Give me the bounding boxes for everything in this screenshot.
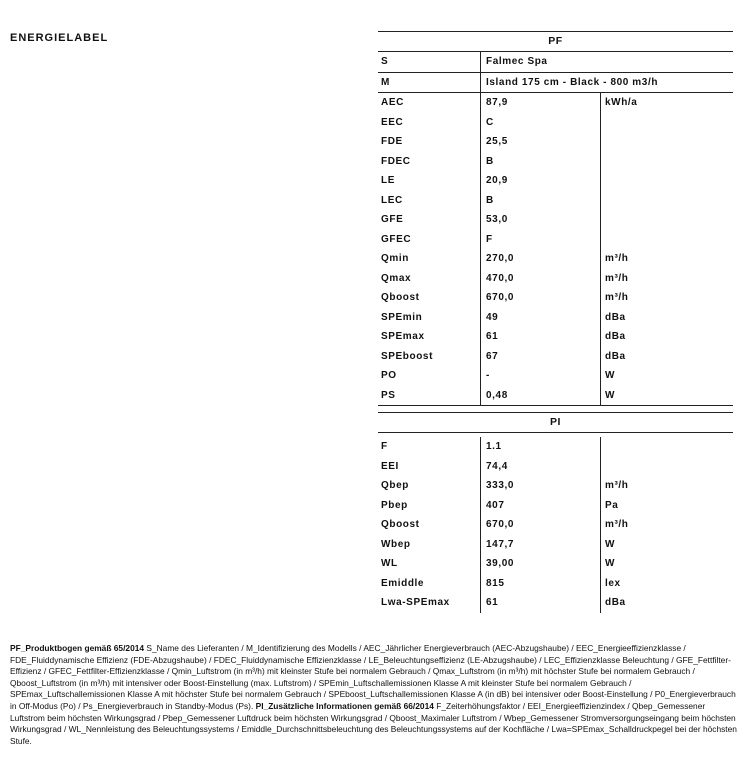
row-key: SPEmax: [381, 331, 425, 343]
row-key: Qboost: [381, 519, 420, 531]
row-unit: [600, 210, 733, 230]
row-value: B: [480, 152, 600, 172]
row-unit: lex: [600, 574, 733, 594]
row-value: 25,5: [480, 132, 600, 152]
row-unit: dBa: [600, 308, 733, 328]
row-value: 470,0: [480, 269, 600, 289]
table-row: [378, 496, 733, 516]
model-row: [378, 73, 733, 94]
table-row: [378, 574, 733, 594]
row-value: 147,7: [480, 535, 600, 555]
row-unit: [600, 152, 733, 172]
row-value: Island 175 cm - Black - 800 m3/h: [480, 73, 733, 93]
row-key: Qbep: [381, 480, 409, 492]
row-key: Lwa-SPEmax: [381, 597, 450, 609]
row-key: EEI: [381, 460, 399, 472]
row-unit: m³/h: [600, 269, 733, 289]
row-key: S: [381, 56, 389, 68]
row-key: Emiddle: [381, 577, 425, 589]
row-value: 670,0: [480, 288, 600, 308]
row-value: B: [480, 191, 600, 211]
page-title: ENERGIELABEL: [10, 32, 109, 44]
table-row: [378, 191, 733, 211]
table-row: [378, 113, 733, 133]
row-key: FDE: [381, 136, 403, 148]
row-key: Pbep: [381, 499, 408, 511]
row-key: PO: [381, 370, 397, 382]
row-key: LEC: [381, 194, 403, 206]
table-row: [378, 327, 733, 347]
table-row: [378, 210, 733, 230]
row-key: WL: [381, 558, 398, 570]
row-key: PS: [381, 389, 396, 401]
row-unit: [600, 191, 733, 211]
row-unit: [600, 113, 733, 133]
footnote-pf-label: PF_Produktbogen gemäß 65/2014: [10, 643, 145, 653]
row-key: M: [381, 76, 390, 88]
pf-section-header: PF: [378, 31, 733, 52]
table-row: [378, 132, 733, 152]
table-row: [378, 476, 733, 496]
row-unit: [600, 230, 733, 250]
table-row: [378, 437, 733, 457]
table-row: [378, 288, 733, 308]
row-key: F: [381, 441, 388, 453]
row-key: AEC: [381, 97, 404, 109]
table-row: [378, 347, 733, 367]
row-key: Qmin: [381, 253, 409, 265]
row-unit: [600, 437, 733, 457]
row-value: 61: [480, 327, 600, 347]
row-unit: m³/h: [600, 476, 733, 496]
row-unit: kWh/a: [600, 93, 733, 113]
row-unit: W: [600, 554, 733, 574]
row-unit: m³/h: [600, 515, 733, 535]
row-value: 1.1: [480, 437, 600, 457]
table-row: [378, 593, 733, 613]
row-value: 67: [480, 347, 600, 367]
row-key: SPEmin: [381, 311, 423, 323]
row-key: FDEC: [381, 155, 411, 167]
row-unit: [600, 171, 733, 191]
table-row: [378, 515, 733, 535]
row-unit: W: [600, 366, 733, 386]
row-value: 61: [480, 593, 600, 613]
row-value: 407: [480, 496, 600, 516]
table-row: [378, 249, 733, 269]
row-unit: W: [600, 386, 733, 406]
row-value: 670,0: [480, 515, 600, 535]
row-unit: m³/h: [600, 288, 733, 308]
row-key: SPEboost: [381, 350, 434, 362]
table-row: [378, 386, 733, 406]
row-value: 87,9: [480, 93, 600, 113]
row-key: LE: [381, 175, 395, 187]
row-unit: dBa: [600, 593, 733, 613]
pi-rows: [378, 437, 733, 613]
energy-label-table: [378, 31, 733, 613]
table-row: [378, 152, 733, 172]
table-row: [378, 230, 733, 250]
row-value: -: [480, 366, 600, 386]
row-value: C: [480, 113, 600, 133]
row-key: GFEC: [381, 233, 412, 245]
row-value: F: [480, 230, 600, 250]
row-key: EEC: [381, 116, 404, 128]
footnote: [10, 643, 740, 747]
table-row: [378, 535, 733, 555]
footnote-pi-label: PI_Zusätzliche Informationen gemäß 66/2014: [255, 700, 434, 711]
row-value: 0,48: [480, 386, 600, 406]
row-unit: Pa: [600, 496, 733, 516]
row-key: Qmax: [381, 272, 412, 284]
table-row: [378, 269, 733, 289]
row-key: Wbep: [381, 538, 411, 550]
row-value: 74,4: [480, 457, 600, 477]
footnote-pf-text: S_Name des Lieferanten / M_Identifizierung des Modells / AEC_Jährlicher Energieverbrauch (AEC-Abzugshaube) / EEC_Energieeffizienzklasse / FDE_Fluiddynamische Effizienz (FDE-Abzugshaube) / FDEC_Fluiddynamische Effizienzklasse / LE_Beleuchtungseffizienz (LE-Abzugshaube) / LEC_Effizienzklasse Beleuchtung / GFE_Fettfilter-Effizienz / GFEC_Fettfilter-Effizienzklasse / Qmin_Luftstrom (in m³/h) mit kleinster Stufe bei normalem Gebrauch / Qmax_Luftstrom (in m³/h) mit höchster Stufe bei normalem Gebrauch / Qboost_Luftstrom (in m³/h) mit intensiver oder Boost-Einstellung (max. Luftstrom) / SPEmin_Luftschallemissionen Klasse A mit kleinster Stufe bei normalem Gebrauch / SPEmax_Luftschallemissionen Klasse A mit höchster Stufe bei normalem Gebrauch / SPEboost_Luftschallemissionen Klasse A (in dB) bei intensiver oder Boost-Einstellung / P0_Energieverbrauch in Off-Modus (Po) / Ps_Energieverbrauch in Standby-Modus (Ps).: [10, 643, 736, 711]
row-unit: W: [600, 535, 733, 555]
table-row: [378, 457, 733, 477]
table-row: [378, 171, 733, 191]
row-unit: m³/h: [600, 249, 733, 269]
row-unit: dBa: [600, 347, 733, 367]
row-value: 815: [480, 574, 600, 594]
supplier-row: [378, 52, 733, 73]
row-value: 53,0: [480, 210, 600, 230]
pf-rows: [378, 93, 733, 406]
table-row: [378, 554, 733, 574]
table-row: [378, 308, 733, 328]
table-row: [378, 93, 733, 113]
row-value: Falmec Spa: [480, 52, 733, 72]
row-value: 39,00: [480, 554, 600, 574]
row-unit: [600, 132, 733, 152]
row-value: 333,0: [480, 476, 600, 496]
row-unit: [600, 457, 733, 477]
row-key: Qboost: [381, 292, 420, 304]
row-key: GFE: [381, 214, 404, 226]
row-unit: dBa: [600, 327, 733, 347]
row-value: 270,0: [480, 249, 600, 269]
row-value: 49: [480, 308, 600, 328]
table-row: [378, 366, 733, 386]
footnote-pi-text: F_Zeiterhöhungsfaktor / EEI_Energieeffizienzindex / Qbep_Gemessener Luftstrom beim höchsten Wirkungsgrad / Pbep_Gemessener Luftdruck beim höchsten Wirkungsgrad / Qboost_Maximaler Luftstrom / Wbep_Gemessener Stromversorgungseingang beim höchsten Wirkungsgrad / WL_Nennleistung des Beleuchtungssystems / Emiddle_Durchschnittsbeleuchtung des Beleuchtungssystems auf der Kochfläche / Lwa=SPEmax_Schalldruckpegel bei der höchsten Stufe.: [10, 700, 737, 746]
row-value: 20,9: [480, 171, 600, 191]
pi-section-header: PI: [378, 412, 733, 433]
